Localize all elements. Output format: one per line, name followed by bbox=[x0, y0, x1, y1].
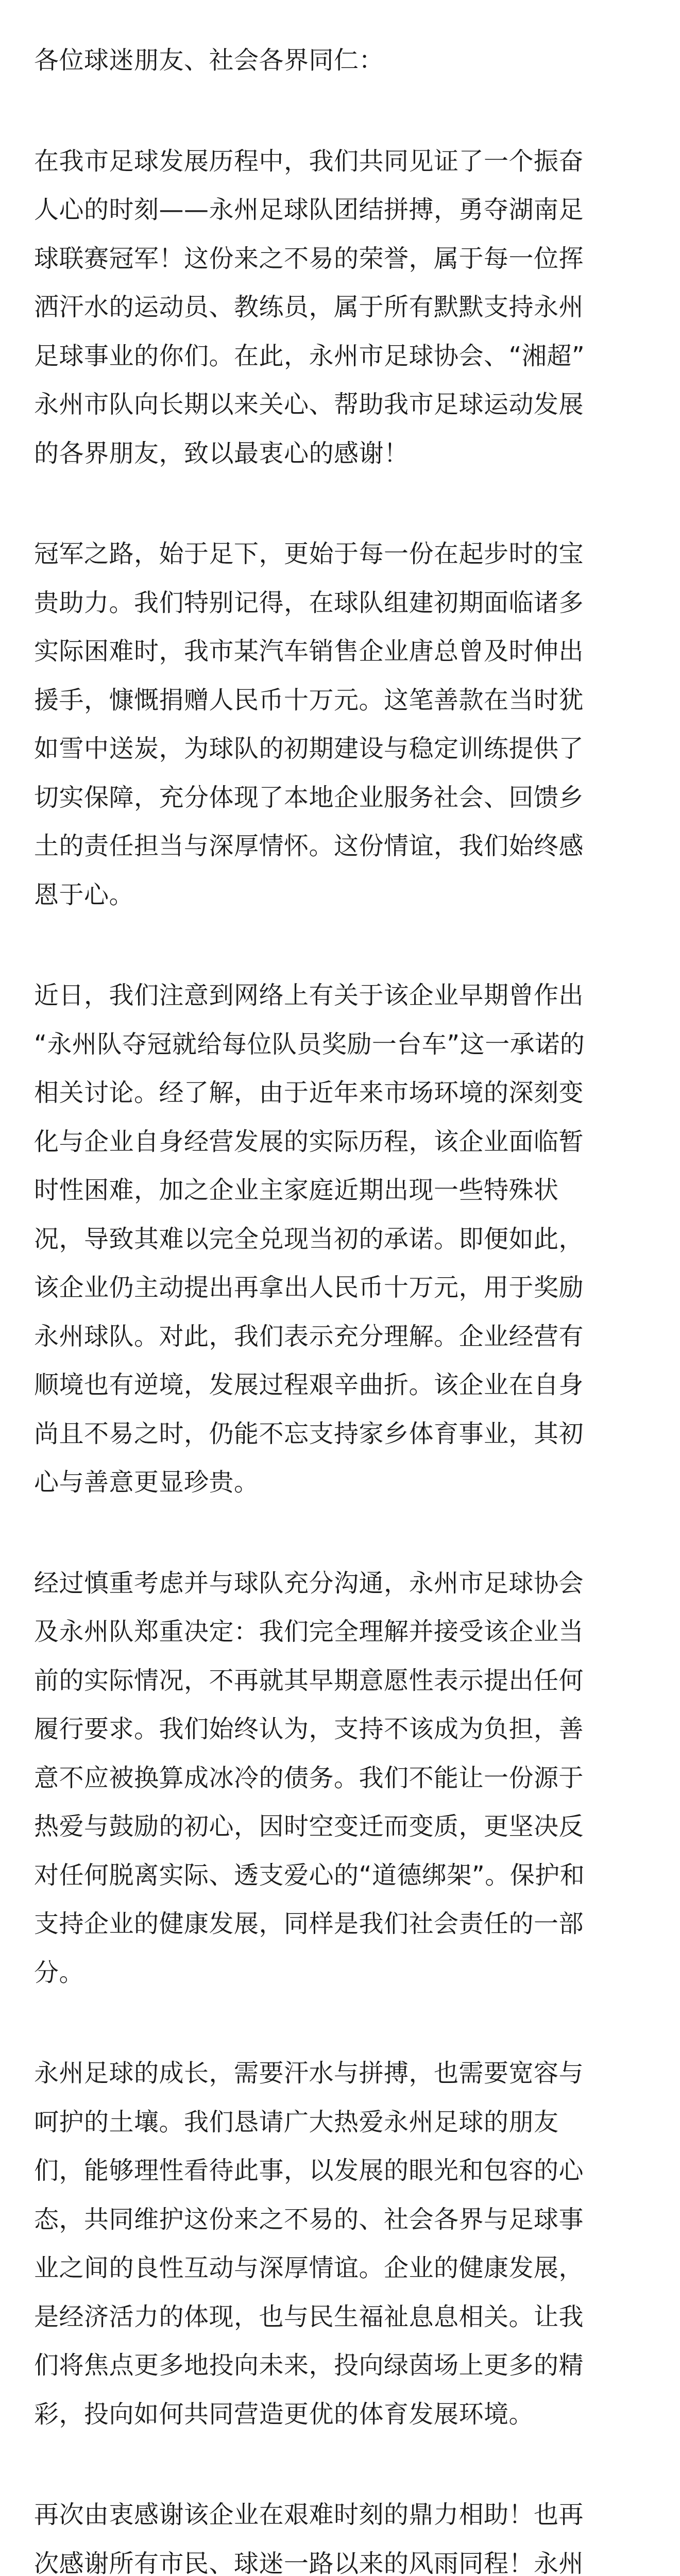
paragraph-3 bbox=[34, 971, 646, 1507]
paragraph-1 bbox=[34, 137, 646, 478]
paragraph-line: 化与企业自身经营发展的实际历程，该企业面临暂 bbox=[34, 1117, 646, 1166]
paragraph-gap bbox=[34, 919, 646, 971]
paragraph-2 bbox=[34, 530, 646, 919]
paragraph-gap bbox=[34, 85, 646, 137]
paragraph-line: 分。 bbox=[34, 1948, 646, 1997]
paragraph-line: 前的实际情况，不再就其早期意愿性表示提出任何 bbox=[34, 1656, 646, 1705]
paragraph-line: 援手，慷慨捐赠人民币十万元。这笔善款在当时犹 bbox=[34, 676, 646, 725]
paragraph-line: 永州市队向长期以来关心、帮助我市足球运动发展 bbox=[34, 380, 646, 429]
paragraph-line: 人心的时刻——永州足球队团结拼搏，勇夺湖南足 bbox=[34, 185, 646, 234]
paragraph-line: 尚且不易之时，仍能不忘支持家乡体育事业，其初 bbox=[34, 1410, 646, 1459]
paragraph-line: 经过慎重考虑并与球队充分沟通，永州市足球协会 bbox=[34, 1559, 646, 1608]
paragraph-line: 呵护的土壤。我们恳请广大热爱永州足球的朋友 bbox=[34, 2098, 646, 2147]
paragraph-line: 顺境也有逆境，发展过程艰辛曲折。该企业在自身 bbox=[34, 1361, 646, 1410]
paragraph-line: 支持企业的健康发展，同样是我们社会责任的一部 bbox=[34, 1900, 646, 1948]
paragraph-line: 们将焦点更多地投向未来，投向绿茵场上更多的精 bbox=[34, 2341, 646, 2390]
paragraph-line: 态，共同维护这份来之不易的、社会各界与足球事 bbox=[34, 2195, 646, 2244]
paragraph-line: 土的责任担当与深厚情怀。这份情谊，我们始终感 bbox=[34, 822, 646, 871]
paragraph-line: 切实保障，充分体现了本地企业服务社会、回馈乡 bbox=[34, 773, 646, 822]
paragraph-gap bbox=[34, 2438, 646, 2490]
paragraph-5 bbox=[34, 2049, 646, 2438]
paragraph-line: 时性困难，加之企业主家庭近期出现一些特殊状 bbox=[34, 1166, 646, 1215]
paragraph-6 bbox=[34, 2490, 646, 2576]
paragraph-line: 履行要求。我们始终认为，支持不该成为负担，善 bbox=[34, 1705, 646, 1754]
paragraph-line: 永州球队。对此，我们表示充分理解。企业经营有 bbox=[34, 1312, 646, 1361]
paragraph-line: 们，能够理性看待此事，以发展的眼光和包容的心 bbox=[34, 2146, 646, 2195]
paragraph-line: 的各界朋友，致以最衷心的感谢！ bbox=[34, 429, 646, 478]
paragraph-line: 实际困难时，我市某汽车销售企业唐总曾及时伸出 bbox=[34, 627, 646, 676]
paragraph-line: 冠军之路，始于足下，更始于每一份在起步时的宝 bbox=[34, 530, 646, 579]
paragraph-line: 永州足球的成长，需要汗水与拼搏，也需要宽容与 bbox=[34, 2049, 646, 2098]
paragraph-line: 对任何脱离实际、透支爱心的“道德绑架”。保护和 bbox=[34, 1851, 646, 1900]
paragraph-line: 是经济活力的体现，也与民生福祉息息相关。让我 bbox=[34, 2293, 646, 2342]
paragraph-line: 意不应被换算成冰冷的债务。我们不能让一份源于 bbox=[34, 1754, 646, 1803]
greeting: 各位球迷朋友、社会各界同仁： bbox=[34, 36, 646, 85]
paragraph-line: 再次由衷感谢该企业在艰难时刻的鼎力相助！也再 bbox=[34, 2490, 646, 2539]
paragraph-line: 球联赛冠军！这份来之不易的荣誉，属于每一位挥 bbox=[34, 234, 646, 283]
paragraph-line: 近日，我们注意到网络上有关于该企业早期曾作出 bbox=[34, 971, 646, 1020]
paragraph-line: 彩，投向如何共同营造更优的体育发展环境。 bbox=[34, 2390, 646, 2439]
paragraph-line: 该企业仍主动提出再拿出人民币十万元，用于奖励 bbox=[34, 1263, 646, 1312]
paragraph-line: 足球事业的你们。在此，永州市足球协会、“湘超” bbox=[34, 332, 646, 381]
paragraph-line: 心与善意更显珍贵。 bbox=[34, 1458, 646, 1507]
paragraph-line: 如雪中送炭，为球队的初期建设与稳定训练提供了 bbox=[34, 724, 646, 773]
paragraph-line: 恩于心。 bbox=[34, 871, 646, 920]
paragraph-gap bbox=[34, 478, 646, 530]
paragraph-line: 相关讨论。经了解，由于近年来市场环境的深刻变 bbox=[34, 1069, 646, 1117]
paragraph-line: 况，导致其难以完全兑现当初的承诺。即便如此， bbox=[34, 1215, 646, 1264]
paragraph-line: 次感谢所有市民、球迷一路以来的风雨同程！永州 bbox=[34, 2539, 646, 2576]
paragraph-line: 在我市足球发展历程中，我们共同见证了一个振奋 bbox=[34, 137, 646, 186]
paragraph-gap bbox=[34, 1997, 646, 2049]
paragraph-line: 及永州队郑重决定：我们完全理解并接受该企业当 bbox=[34, 1607, 646, 1656]
paragraph-gap bbox=[34, 1507, 646, 1559]
paragraph-4 bbox=[34, 1559, 646, 1997]
paragraph-line: 热爱与鼓励的初心，因时空变迁而变质，更坚决反 bbox=[34, 1802, 646, 1851]
paragraph-line: 贵助力。我们特别记得，在球队组建初期面临诸多 bbox=[34, 579, 646, 628]
paragraph-line: 业之间的良性互动与深厚情谊。企业的健康发展， bbox=[34, 2244, 646, 2293]
paragraph-line: 洒汗水的运动员、教练员，属于所有默默支持永州 bbox=[34, 283, 646, 332]
paragraph-line: “永州队夺冠就给每位队员奖励一台车”这一承诺的 bbox=[34, 1020, 646, 1069]
